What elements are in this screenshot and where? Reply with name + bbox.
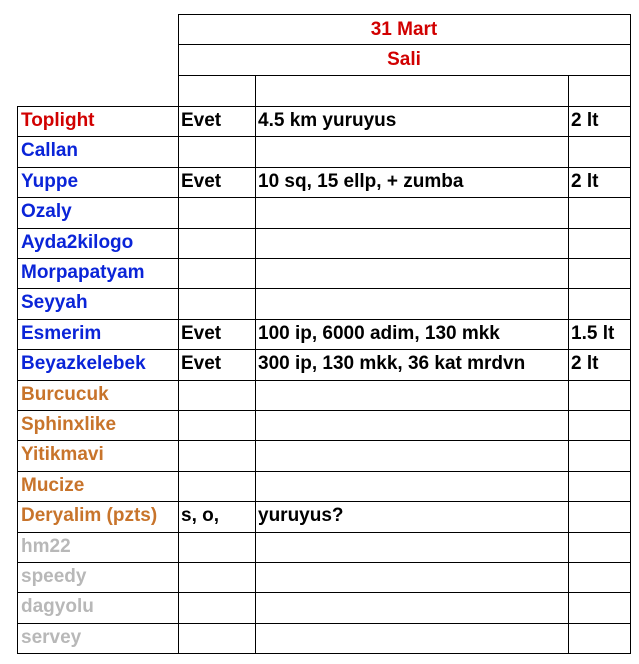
status-cell: Evet [181, 353, 222, 374]
participant-name: Seyyah [21, 292, 88, 313]
grid-line-row [17, 197, 631, 198]
grid-line-row [17, 440, 631, 441]
participant-name: Deryalim (pzts) [21, 505, 158, 526]
participant-name: Mucize [21, 475, 85, 496]
grid-line-col [630, 14, 631, 654]
grid-line-col [17, 106, 18, 654]
status-cell: Evet [181, 171, 222, 192]
grid-line-col [255, 75, 256, 654]
participant-name: Yuppe [21, 171, 79, 192]
grid-line-row [17, 562, 631, 563]
grid-line-subheader [178, 75, 631, 76]
header-day: Sali [387, 49, 421, 70]
participant-name: dagyolu [21, 596, 94, 617]
participant-name: Esmerim [21, 323, 102, 344]
participant-name: Ayda2kilogo [21, 232, 134, 253]
grid-line-col [568, 75, 569, 654]
grid-line-top [178, 14, 631, 15]
status-cell: Evet [181, 110, 222, 131]
participant-name: servey [21, 627, 82, 648]
grid-line-row [17, 471, 631, 472]
participant-name: speedy [21, 566, 87, 587]
grid-line-row [17, 653, 631, 654]
water-cell: 2 lt [571, 353, 599, 374]
participant-name: Sphinxlike [21, 414, 117, 435]
participant-name: Toplight [21, 110, 95, 131]
grid-line-row [17, 288, 631, 289]
activity-cell: 4.5 km yuruyus [258, 110, 397, 131]
participant-name: Burcucuk [21, 384, 109, 405]
grid-line-row [17, 136, 631, 137]
grid-line-row [17, 532, 631, 533]
activity-cell: 100 ip, 6000 adim, 130 mkk [258, 323, 500, 344]
grid-line-header [178, 44, 631, 45]
status-cell: Evet [181, 323, 222, 344]
participant-name: Yitikmavi [21, 444, 104, 465]
activity-cell: 300 ip, 130 mkk, 36 kat mrdvn [258, 353, 526, 374]
participant-name: Beyazkelebek [21, 353, 146, 374]
grid-line-row [17, 623, 631, 624]
activity-cell: yuruyus? [258, 505, 344, 526]
header-date: 31 Mart [370, 19, 438, 40]
grid-line-row [17, 380, 631, 381]
participant-name: Ozaly [21, 201, 72, 222]
activity-cell: 10 sq, 15 ellp, + zumba [258, 171, 464, 192]
water-cell: 2 lt [571, 171, 599, 192]
participant-name: Morpapatyam [21, 262, 145, 283]
participant-name: Callan [21, 140, 79, 161]
grid-line-row [17, 592, 631, 593]
status-cell: s, o, [181, 505, 220, 526]
water-cell: 1.5 lt [571, 323, 615, 344]
water-cell: 2 lt [571, 110, 599, 131]
grid-line-col [178, 14, 179, 654]
participant-name: hm22 [21, 536, 71, 557]
